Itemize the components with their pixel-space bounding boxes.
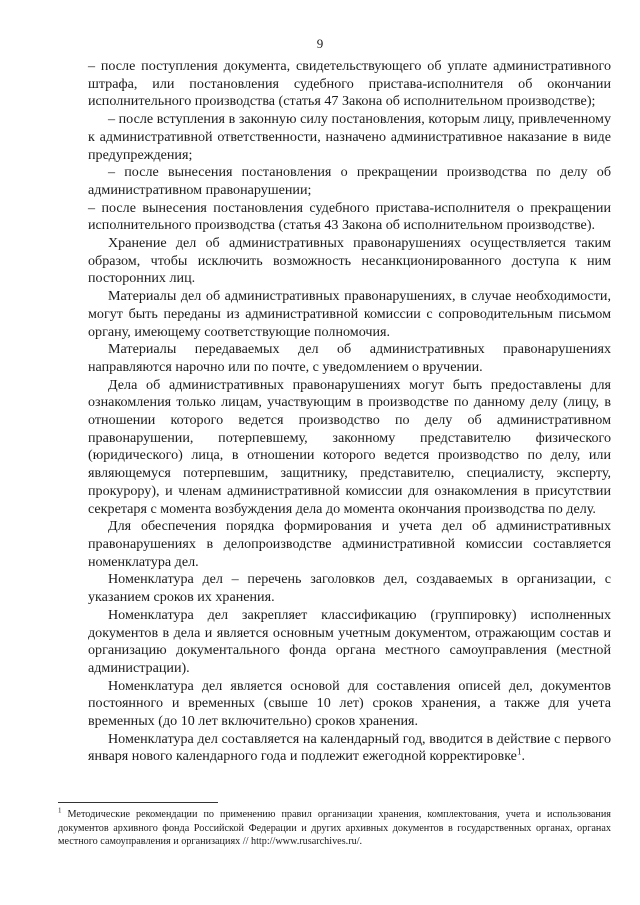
paragraph-nomenclature-year-text: Номенклатура дел составляется на календарный год, вводится в действие с первого января нового календарного года и подлежит ежегодной корректировке (88, 730, 611, 765)
page-number: 9 (316, 36, 324, 51)
paragraph-storage: Хранение дел об административных правонарушениях осуществляется таким образом, чтобы исключить возможность несанкционированного доступа к ним посторонних лиц. (88, 235, 611, 287)
paragraph-nomenclature-year: Номенклатура дел составляется на календарный год, вводится в действие с первого января нового календарного года и подлежит ежегодной корректировке$^1$. (88, 730, 611, 765)
paragraph-access: Дела об административных правонарушениях могут быть предоставлены для ознакомления только лицам, участвующим в производстве по данному делу (лицу, в отношении которого ведется производство по делу об административном правонарушении, потерпевшему, законному представителю физического (юридического) лица, в отношении которого ведется производство по делу, или являющемуся потерпевшим, защитнику, представителю, специалисту, эксперту, прокурору), и членам административной комиссии для ознакомления в присутствии секретаря с момента возбуждения дела до момента окончания производства по делу. (88, 376, 611, 517)
footnote-divider (58, 802, 218, 803)
paragraph-nomenclature-basis: Номенклатура дел является основой для составления описей дел, документов постоянного и временных (свыше 10 лет) сроков хранения, а также для учета временных (до 10 лет включительно) сроков хранения. (88, 677, 611, 730)
paragraph-nomenclature-purpose: Для обеспечения порядка формирования и учета дел об административных правонарушениях в делопроизводстве административной комиссии составляется номенклатура дел. (88, 518, 611, 570)
footnote-marker: 1 (58, 806, 62, 815)
paragraph-delivery: Материалы передаваемых дел об административных правонарушениях направляются нарочно или по почте, с уведомлением о вручении. (88, 341, 611, 375)
paragraph-dash-bailiff: – после вынесения постановления судебного пристава-исполнителя о прекращении исполнительного производства (статья 43 Закона об исполнительном производстве). (88, 199, 611, 234)
footnote (58, 808, 611, 849)
footnote-text: Методические рекомендации по применению правил организации хранения, комплектования, учета и использования документов архивного фонда Российской Федерации и других архивных документов в государственных органах, органах местного самоуправления и организациях // http://www.rusarchives.ru/. (58, 809, 611, 848)
paragraph-transfer: Материалы дел об административных правонарушениях, в случае необходимости, могут быть переданы из административной комиссии с сопроводительным письмом органу, имеющему соответствующие полномочия. (88, 288, 611, 340)
footnote-reference: 1 (516, 746, 522, 757)
paragraph-nomenclature-classification: Номенклатура дел закрепляет классификацию (группировку) исполненных документов в дела и является основным учетным документом, отражающим состав и организацию документального фонда органа местного самоуправления (местной администрации). (88, 606, 611, 676)
paragraph-dash-payment: – после поступления документа, свидетельствующего об уплате административного штрафа, или постановления судебного пристава-исполнителя об окончании исполнительного производства (статья 47 Закона об исполнительном производстве); (88, 58, 611, 110)
paragraph-dash-termination: – после вынесения постановления о прекращении производства по делу об административном правонарушении; (88, 164, 611, 198)
body-text (88, 58, 611, 766)
paragraph-nomenclature-definition: Номенклатура дел – перечень заголовков дел, создаваемых в организации, с указанием сроков их хранения. (88, 571, 611, 606)
paragraph-dash-warning: – после вступления в законную силу постановления, которым лицу, привлеченному к административной ответственности, назначено административное наказание в виде предупреждения; (88, 111, 611, 163)
